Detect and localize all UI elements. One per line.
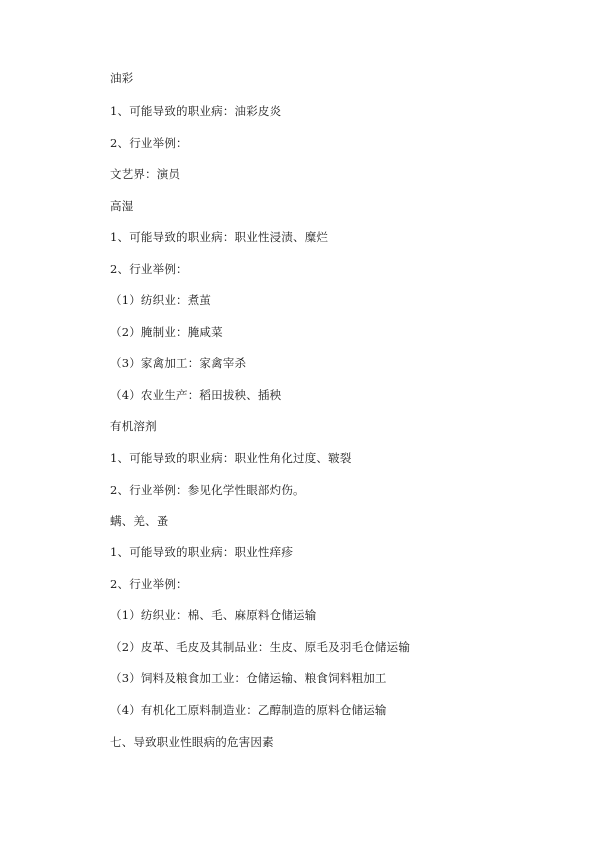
heading-mites: 螨、羌、蚤 (110, 514, 169, 528)
industry-item: 文艺界：演员 (110, 167, 181, 181)
industry-item: （4）农业生产：稻田拔秧、插秧 (110, 388, 282, 402)
industry-label: 2、行业举例： (110, 262, 188, 276)
disease-line: 1、可能导致的职业病：职业性浸渍、糜烂 (110, 230, 329, 244)
heading-high-humidity: 高湿 (110, 199, 134, 213)
heading-organic-solvent: 有机溶剂 (110, 419, 157, 433)
industry-item: （3）饲料及粮食加工业：仓储运输、粮食饲料粗加工 (110, 671, 387, 685)
disease-line: 1、可能导致的职业病：职业性痒疹 (110, 545, 294, 559)
industry-item: （1）纺织业：棉、毛、麻原料仓储运输 (110, 608, 317, 622)
industry-item: （1）纺织业：煮茧 (110, 293, 212, 307)
industry-item: （2）腌制业：腌咸菜 (110, 325, 223, 339)
industry-label: 2、行业举例： (110, 577, 188, 591)
section-heading: 七、导致职业性眼病的危害因素 (110, 735, 274, 749)
industry-item: （2）皮革、毛皮及其制品业：生皮、原毛及羽毛仓储运输 (110, 640, 411, 654)
industry-item: （3）家禽加工：家禽宰杀 (110, 356, 247, 370)
industry-label: 2、行业举例： (110, 136, 188, 150)
disease-line: 1、可能导致的职业病：油彩皮炎 (110, 104, 282, 118)
industry-item: （4）有机化工原料制造业：乙醇制造的原料仓储运输 (110, 703, 387, 717)
heading-oil-paint: 油彩 (110, 71, 134, 85)
disease-line: 1、可能导致的职业病：职业性角化过度、皲裂 (110, 451, 352, 465)
industry-label: 2、行业举例：参见化学性眼部灼伤。 (110, 483, 305, 497)
